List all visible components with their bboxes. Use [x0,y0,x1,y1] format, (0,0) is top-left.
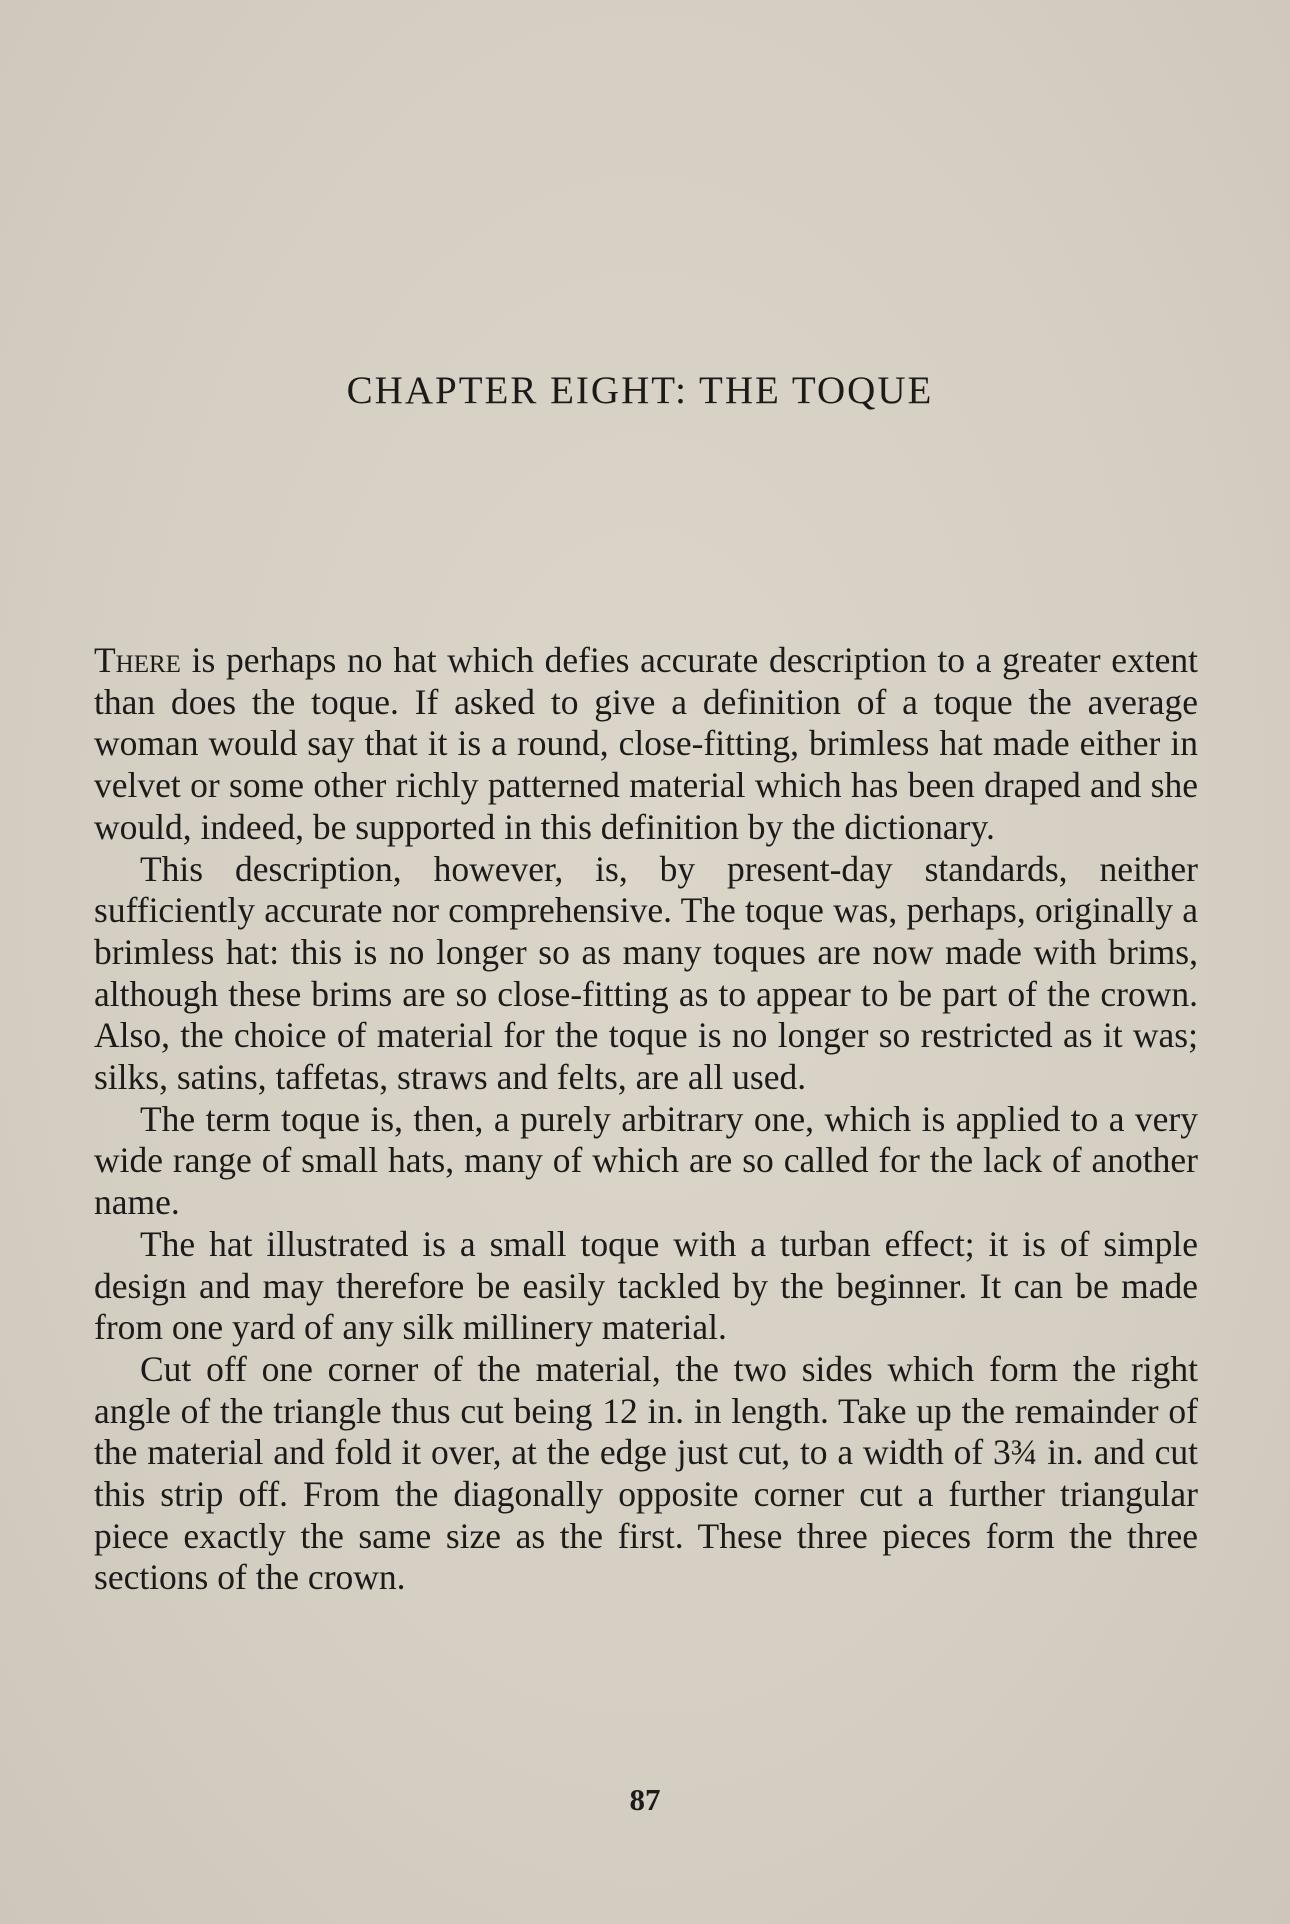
page-number: 87 [629,1782,661,1817]
paragraph-1-text: is perhaps no hat which defies accurate description to a greater extent than does the toque. If asked to give a definition of a toque the average woman would say that it is a round, close-fitting, brimless hat made either in velvet or some other richly patterned material which has been draped and she would, indeed, be supported in this definition by the dictionary. [94,640,1198,847]
chapter-title: CHAPTER EIGHT: THE TOQUE [346,369,934,412]
paragraph-4: The hat illustrated is a small toque with a turban effect; it is of simple design and may therefore be easily tackled by the beginner. It can be made from one yard of any silk millinery material. [94,1223,1198,1348]
drop-lead-word: There [94,640,181,680]
paragraph-2: This description, however, is, by present-day standards, neither sufficiently accurate nor comprehensive. The toque was, perhaps, originally a brimless hat: this is no longer so as many toques are now made with brims, although these brims are so close-fitting as to appear to be part of the crown. Also, the choice of material for the toque is no longer so restricted as it was; silks, satins, taffetas, straws and felts, are all used. [94,848,1198,1098]
body-text [94,640,1198,1599]
paragraph-3: The term toque is, then, a purely arbitrary one, which is applied to a very wide range of small hats, many of which are so called for the lack of another name. [94,1098,1198,1223]
paragraph-5: Cut off one corner of the material, the two sides which form the right angle of the triangle thus cut being 12 in. in length. Take up the remainder of the material and fold it over, at the edge just cut, to a width of 3¾ in. and cut this strip off. From the diagonally opposite corner cut a further triangular piece exactly the same size as the first. These three pieces form the three sections of the crown. [94,1348,1198,1598]
paragraph-1 [94,640,1198,849]
